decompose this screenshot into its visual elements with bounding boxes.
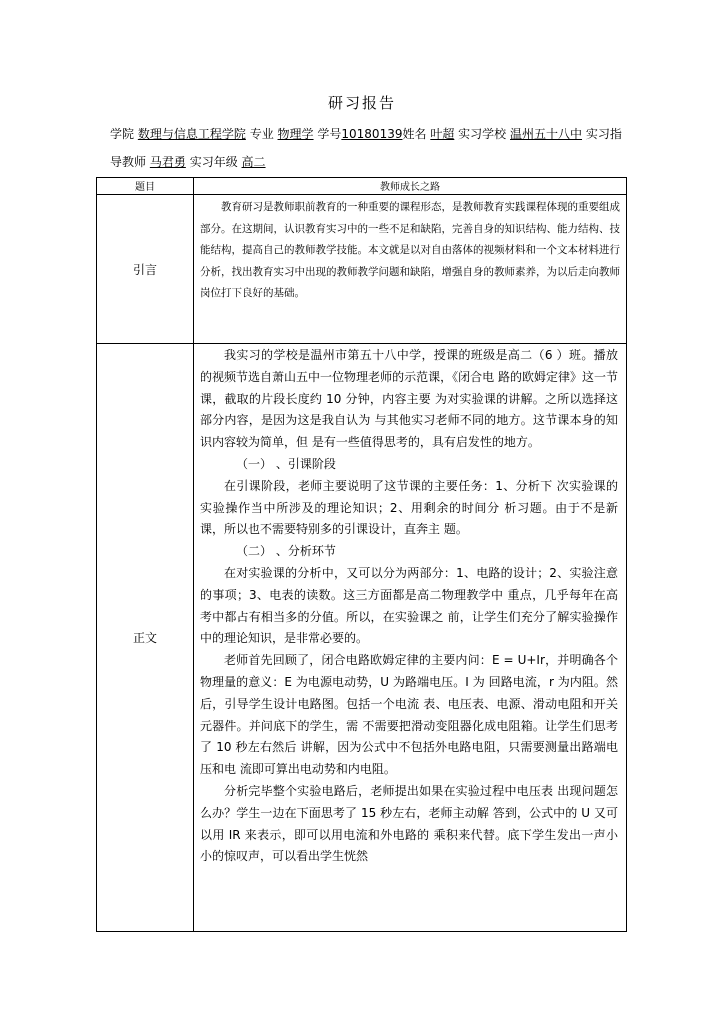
school-value: 温州五十八中 <box>510 127 583 141</box>
report-table <box>96 177 627 932</box>
name-label: 姓名 <box>402 127 427 141</box>
major-value: 物理学 <box>277 127 314 141</box>
grade-label: 实习年级 <box>189 155 238 169</box>
body-label: 正文 <box>97 344 194 932</box>
id-label: 学号 <box>317 127 342 141</box>
body-paragraph: 老师首先回顾了，闭合电路欧姆定律的主要内问：E = U+Ir，并明确各个物理量的意义：E 为电源电动势，U 为路端电压。I 为 回路电流，r 为内阻。然后，引导学生设计电路图。包括一个电流 表、电压表、电源、滑动电阻和开关元器件。并问底下的学生，需 不需要把滑动变阻器化成电阻箱。让学生们思考了 10 秒左右然后 讲解，因为公式中不包括外电路电阻，只需要测量出路端电压和电 流即可算出电动势和内电阻。 <box>200 653 618 777</box>
student-info <box>110 120 626 176</box>
major-label: 专业 <box>249 127 274 141</box>
intro-row <box>97 195 627 344</box>
table-header-row <box>97 178 627 195</box>
mentor-value: 马君勇 <box>149 155 186 169</box>
college-label: 学院 <box>110 127 135 141</box>
page-title: 研习报告 <box>327 94 396 112</box>
intro-paragraph: 教育研习是教师职前教育的一种重要的课程形态，是教师教育实践课程体现的重要组成部分。在这期间，认识教育实习中的一些不足和缺陷，完善自身的知识结构、能力结构、技能结构，提高自己的教师教学技能。本文就是以对自由落体的视频材料和一个文本材料进行分析，找出教育实习中出现的教师教学问题和缺陷，增强自身的教师素养，为以后走向教师岗位打下良好的基础。 <box>200 201 620 299</box>
student-id-value: 10180139 <box>341 127 403 141</box>
name-value: 叶超 <box>430 127 455 141</box>
body-paragraph: 在引课阶段，老师主要说明了这节课的主要任务：1、分析下 次实验课的实验操作当中所涉及的理论知识；2、用剩余的时间分 析习题。由于不是新课，所以也不需要特别多的引课设计，直奔主 题。 <box>200 478 618 537</box>
body-paragraph: 分析完毕整个实验电路后，老师提出如果在实验过程中电压表 出现问题怎么办？学生一边在下面思考了 15 秒左右，老师主动解 答到，公式中的 U 又可以用 IR 来表示，即可以用电流和外电路的 乘积来代替。底下学生发出一声小小的惊叹声，可以看出学生恍然 <box>200 783 618 864</box>
college-value: 数理与信息工程学院 <box>137 127 246 141</box>
section-heading: （二） 、分析环节 <box>236 544 336 559</box>
body-paragraph: 我实习的学校是温州市第五十八中学，授课的班级是高二（6 ）班。播放的视频节选自萧山五中一位物理老师的示范课，《闭合电 路的欧姆定律》这一节课，截取的片段长度约 10 分钟，内容主要 为对实验课的讲解。之所以选择这部分内容，是因为这是我自认为 与其他实习老师不同的地方。这节课本身的知识内容较为简单，但 是有一些值得思考的，具有启发性的地方。 <box>200 348 618 450</box>
mentor-label: 实习指导教师 <box>110 127 622 169</box>
section-heading: （一） 、引课阶段 <box>236 456 336 471</box>
grade-value: 高二 <box>241 155 266 169</box>
body-row <box>97 344 627 932</box>
body-paragraph: 在对实验课的分析中，又可以分为两部分：1、电路的设计；2、实验注意的事项；3、电表的读数。这三方面都是高二物理教学中 重点，几乎每年在高考中都占有相当多的分值。所以，在实验课之 前，让学生们充分了解实验操作中的理论知识，是非常必要的。 <box>200 565 618 646</box>
intro-label: 引言 <box>97 195 194 344</box>
body-cell <box>194 344 627 932</box>
intro-cell <box>194 195 627 344</box>
header-topic-label: 题目 <box>97 178 194 195</box>
school-label: 实习学校 <box>458 127 507 141</box>
header-topic-value: 教师成长之路 <box>194 178 627 195</box>
